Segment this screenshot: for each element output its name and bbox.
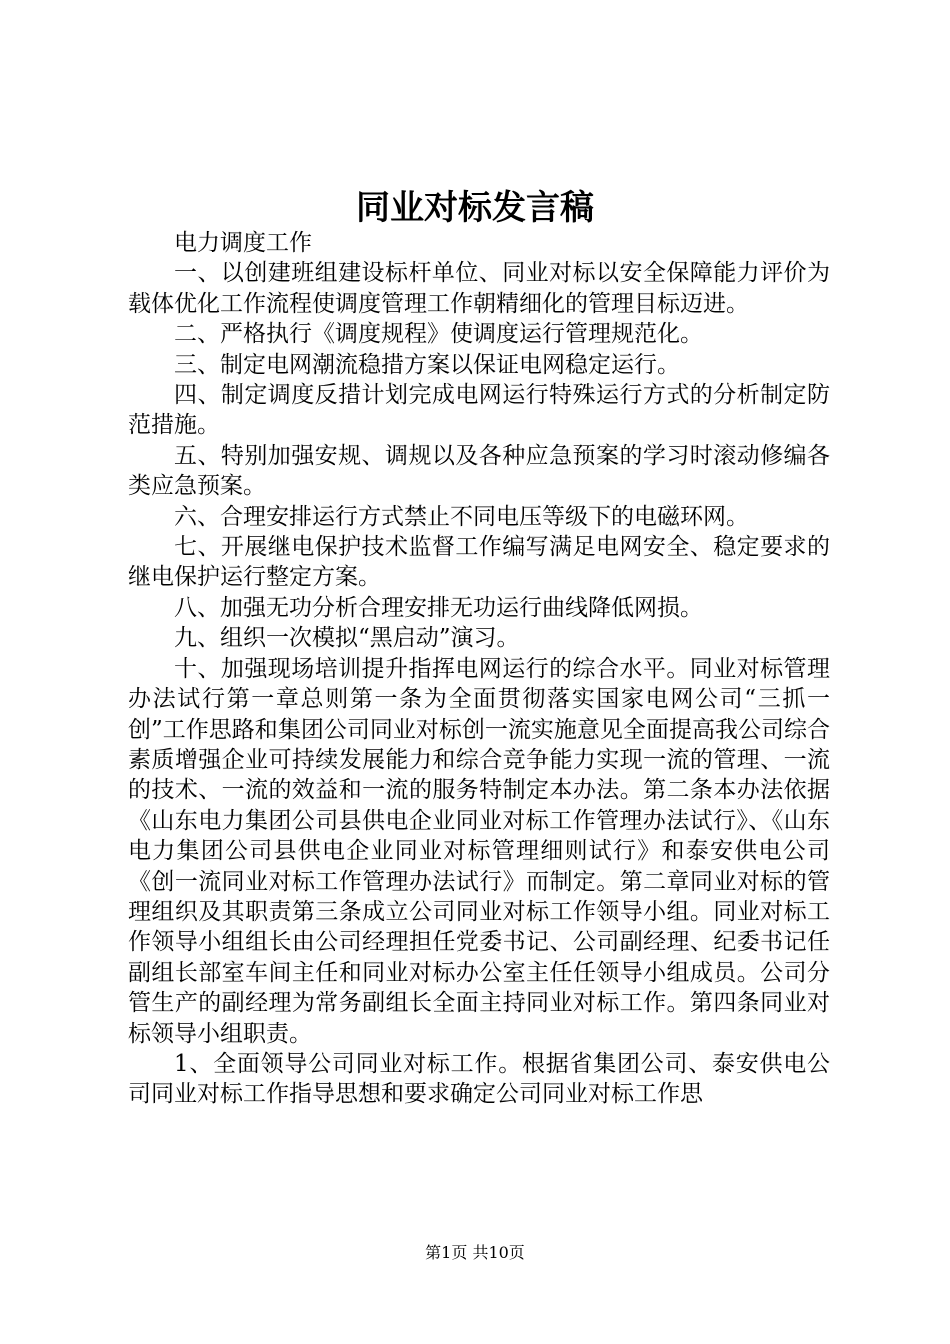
paragraph-item-8: 八、加强无功分析合理安排无功运行曲线降低网损。 bbox=[174, 594, 703, 621]
paragraph-item-9: 九、组织一次模拟“黑启动”演习。 bbox=[174, 625, 520, 652]
paragraph-section-heading: 电力调度工作 bbox=[174, 230, 312, 256]
paragraph-item-4: 四、制定调度反措计划完成电网运行特殊运行方式的分析制定防范措施。 bbox=[128, 382, 830, 439]
paragraph-item-1: 一、以创建班组建设标杆单位、同业对标以安全保障能力评价为载体优化工作流程使调度管理工作朝精细化的管理目标迈进。 bbox=[128, 260, 830, 317]
paragraph-duty-1: 1、全面领导公司同业对标工作。根据省集团公司、泰安供电公司同业对标工作指导思想和要求确定公司同业对标工作思 bbox=[128, 1050, 830, 1108]
paragraph-item-6: 六、合理安排运行方式禁止不同电压等级下的电磁环网。 bbox=[174, 503, 749, 530]
page-number-footer: 第1页 共10页 bbox=[425, 1243, 525, 1262]
paragraph-item-3: 三、制定电网潮流稳措方案以保证电网稳定运行。 bbox=[174, 351, 680, 378]
paragraph-item-7: 七、开展继电保护技术监督工作编写满足电网安全、稳定要求的继电保护运行整定方案。 bbox=[128, 534, 830, 591]
paragraph-item-5: 五、特别加强安规、调规以及各种应急预案的学习时滚动修编各类应急预案。 bbox=[128, 442, 830, 500]
document-body bbox=[128, 228, 830, 1110]
paragraph-item-10: 十、加强现场培训提升指挥电网运行的综合水平。同业对标管理办法试行第一章总则第一条为全面贯彻落实国家电网公司“三抓一创”工作思路和集团公司同业对标创一流实施意见全面提高我公司综合素质增强企业可持续发展能力和综合竞争能力实现一流的管理、一流的技术、一流的效益和一流的服务特制定本办法。第二条本办法依据《山东电力集团公司县供电企业同业对标工作管理办法试行》、《山东电力集团公司县供电企业同业对标管理细则试行》和泰安供电公司《创一流同业对标工作管理办法试行》而制定。第二章同业对标的管理组织及其职责第三条成立公司同业对标工作领导小组。同业对标工作领导小组组长由公司经理担任党委书记、公司副经理、纪委书记任副组长部室车间主任和同业对标办公室主任任领导小组成员。公司分管生产的副经理为常务副组长全面主持同业对标工作。第四条同业对标领导小组职责。 bbox=[128, 655, 830, 1047]
document-title: 同业对标发言稿 bbox=[356, 188, 594, 228]
paragraph-item-2: 二、严格执行《调度规程》使调度运行管理规范化。 bbox=[174, 321, 703, 348]
